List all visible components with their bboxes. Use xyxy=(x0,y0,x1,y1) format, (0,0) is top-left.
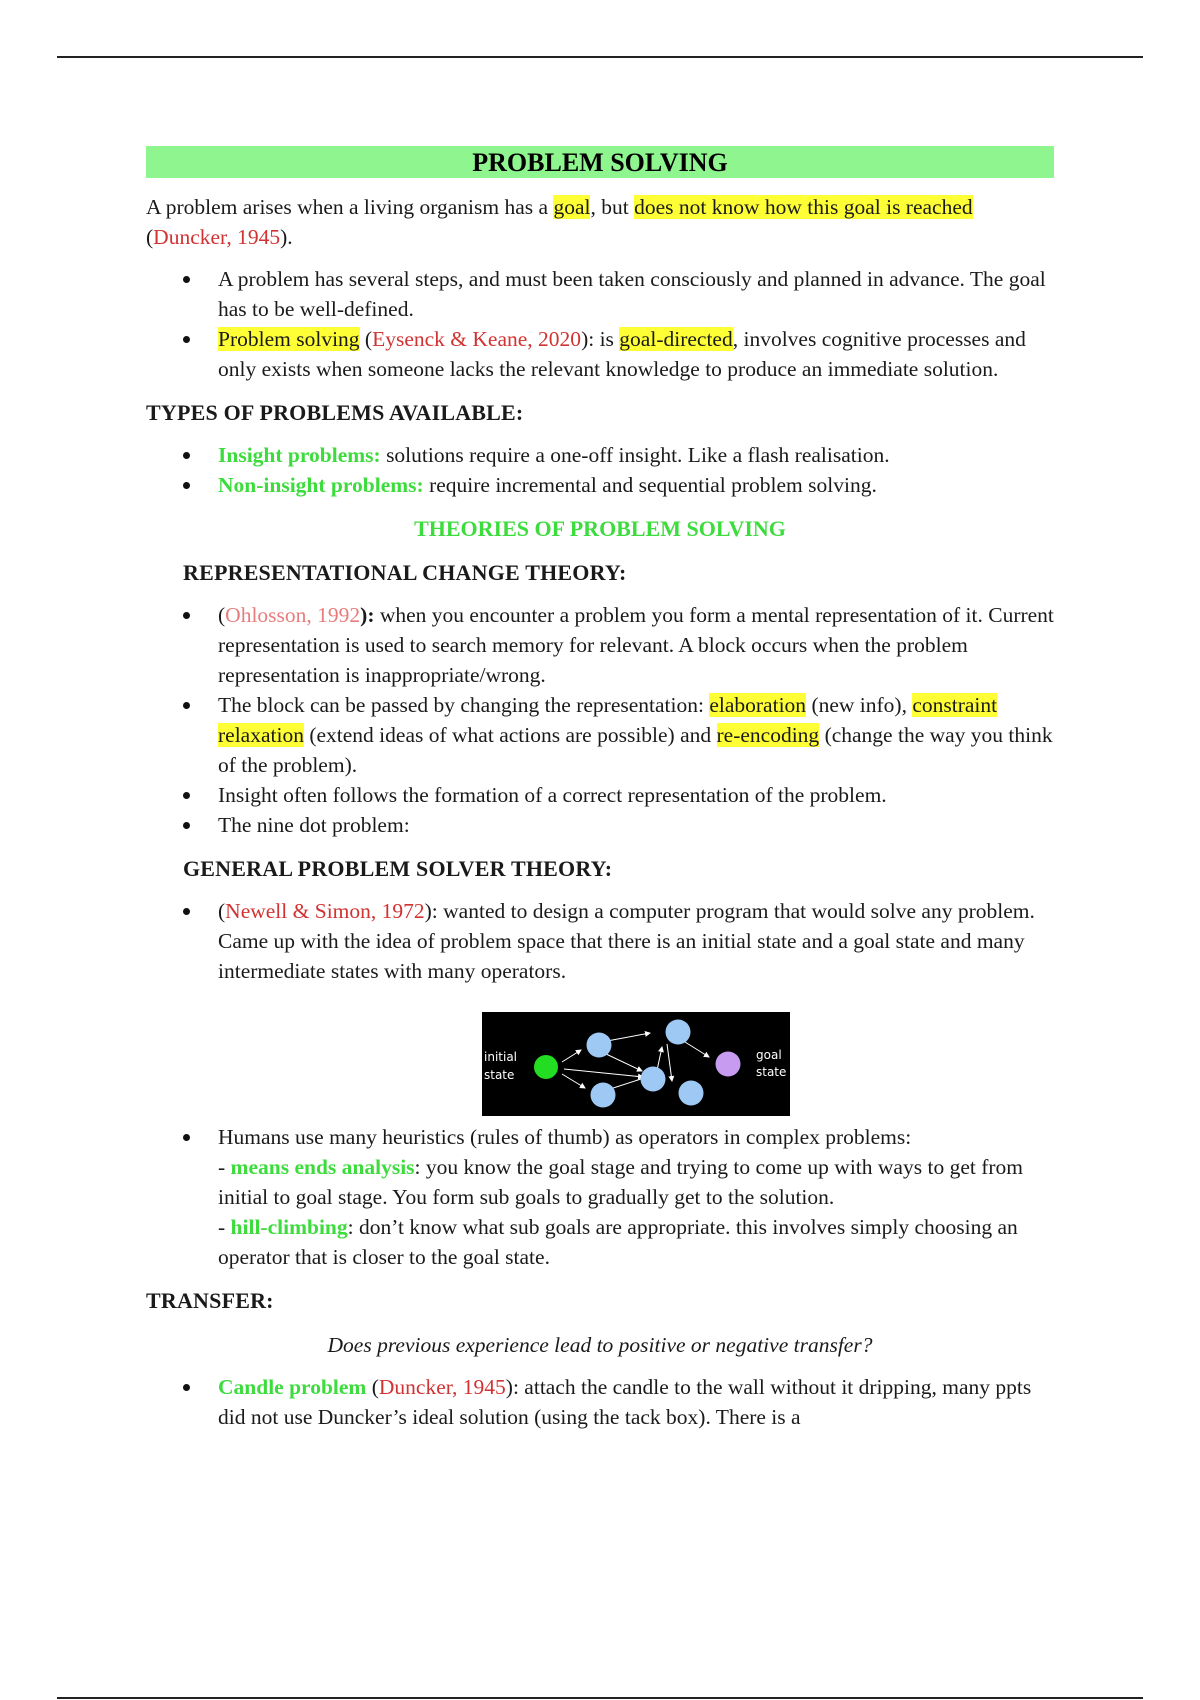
bullet-text: The nine dot problem: xyxy=(218,813,410,837)
bullet-text: Insight often follows the formation of a correct representation of the problem. xyxy=(218,783,887,807)
bullet-text: require incremental and sequential problem solving. xyxy=(423,473,877,497)
highlight-goal: goal xyxy=(553,195,591,219)
bullet-text: The block can be passed by changing the representation: xyxy=(218,693,710,717)
diagram-edge xyxy=(607,1033,650,1041)
diagram-edge xyxy=(604,1053,642,1071)
bullet-text: Humans use many heuristics (rules of thumb) as operators in complex problems: xyxy=(218,1125,912,1149)
top-rule xyxy=(57,56,1143,58)
heuristics-list xyxy=(146,1122,1054,1272)
theories-heading: THEORIES OF PROBLEM SOLVING xyxy=(414,516,786,541)
list-item xyxy=(146,810,1054,840)
initial-state-label: state xyxy=(484,1068,515,1082)
bullet-text: ( xyxy=(366,1375,379,1399)
goal-state-label: state xyxy=(756,1065,787,1079)
bullet-text: A problem has several steps, and must been taken consciously and planned in advance. The goal has to be well-defined. xyxy=(218,267,1046,321)
citation: Duncker, 1945 xyxy=(378,1375,506,1399)
highlight-not-know: does not know how this goal is reached xyxy=(634,195,973,219)
types-heading: TYPES OF PROBLEMS AVAILABLE: xyxy=(146,400,524,425)
list-item xyxy=(146,470,1054,500)
citation: Newell & Simon, 1972 xyxy=(225,899,425,923)
intermediate-state-node xyxy=(679,1081,704,1106)
intro-bullet-list xyxy=(146,264,1054,384)
bullet-text: ): attach the candle to the wall without it dripping, many ppts did not use Duncker’s ideal solution (using the tack box). There is a xyxy=(218,1375,1032,1429)
goal-state-node xyxy=(716,1052,741,1077)
highlight-re-encoding: re-encoding xyxy=(716,723,820,747)
page-title xyxy=(146,146,1054,178)
intro-paragraph xyxy=(146,192,1054,252)
paren: ( xyxy=(218,603,226,627)
dash: - xyxy=(218,1155,231,1179)
goal-state-label: goal xyxy=(756,1048,782,1062)
list-item xyxy=(146,440,1054,470)
intermediate-state-node xyxy=(666,1020,691,1045)
list-item xyxy=(146,690,1054,780)
highlight-elaboration: elaboration xyxy=(709,693,807,717)
diagram-edge xyxy=(562,1050,581,1062)
term-label: Insight problems: xyxy=(218,443,381,467)
list-item xyxy=(146,1372,1054,1432)
intro-text: ( xyxy=(146,225,154,249)
list-item xyxy=(146,264,1054,324)
highlight-constraint: constraint xyxy=(912,693,998,717)
list-item xyxy=(146,1122,1054,1272)
bullet-text: (extend ideas of what actions are possible) and xyxy=(303,723,717,747)
intermediate-state-node xyxy=(587,1033,612,1058)
problem-space-diagram xyxy=(482,1012,790,1116)
title-text: PROBLEM SOLVING xyxy=(472,148,728,177)
bottom-rule xyxy=(57,1697,1143,1699)
diagram-edge xyxy=(564,1069,643,1077)
highlight-problem-solving: Problem solving xyxy=(218,327,360,351)
intro-text: , but xyxy=(590,195,635,219)
list-item xyxy=(146,600,1054,690)
bullet-text: : don’t know what sub goals are appropriate. this involves simply choosing an operator that is closer to the goal state. xyxy=(218,1215,1018,1269)
list-item xyxy=(146,780,1054,810)
citation: Ohlosson, 1992 xyxy=(225,603,361,627)
term-candle-problem: Candle problem xyxy=(218,1375,367,1399)
bullet-text: (new info), xyxy=(806,693,913,717)
bullet-text: when you encounter a problem you form a mental representation of it. Current representation is used to search memory for relevant. A block occurs when the problem representation is inappropriate/wrong. xyxy=(218,603,1054,687)
bullet-text: ): wanted to design a computer program that would solve any problem. Came up with the idea of problem space that there is an initial state and a goal state and many intermediate states with many operators. xyxy=(218,899,1035,983)
problem-space-figure xyxy=(146,1012,1054,1116)
rct-heading: REPRESENTATIONAL CHANGE THEORY: xyxy=(183,560,627,585)
paren: ): xyxy=(360,603,375,627)
diagram-edge xyxy=(667,1044,672,1081)
list-item xyxy=(146,324,1054,384)
transfer-question: Does previous experience lead to positive or negative transfer? xyxy=(327,1333,873,1357)
bullet-text: ): is xyxy=(581,327,620,351)
transfer-heading: TRANSFER: xyxy=(146,1288,274,1313)
term-label: Non-insight problems: xyxy=(218,473,424,497)
term-means-ends-analysis: means ends analysis xyxy=(230,1155,415,1179)
highlight-goal-directed: goal-directed xyxy=(619,327,733,351)
bullet-text: solutions require a one-off insight. Like a flash realisation. xyxy=(380,443,890,467)
intro-text: ). xyxy=(280,225,293,249)
list-item xyxy=(146,896,1054,986)
types-list xyxy=(146,440,1054,500)
bullet-text: : you know the goal stage and trying to come up with ways to get from initial to goal stage. You form sub goals to gradually get to the solution. xyxy=(218,1155,1024,1209)
bullet-text: , involves cognitive processes and only exists when someone lacks the relevant knowledge to produce an immediate solution. xyxy=(218,327,1026,381)
citation: Eysenck & Keane, 2020 xyxy=(372,327,582,351)
bullet-text: (change the way you think of the problem). xyxy=(218,723,1053,777)
citation: Duncker, 1945 xyxy=(153,225,281,249)
intermediate-state-node xyxy=(641,1067,666,1092)
paren: ( xyxy=(218,899,226,923)
highlight-relaxation: relaxation xyxy=(218,723,304,747)
rct-list xyxy=(146,600,1054,840)
bullet-text: ( xyxy=(359,327,373,351)
intermediate-state-node xyxy=(591,1083,616,1108)
transfer-list xyxy=(146,1372,1054,1432)
term-hill-climbing: hill-climbing xyxy=(230,1215,348,1239)
diagram-edge xyxy=(562,1074,585,1088)
document-body xyxy=(146,146,1054,1432)
initial-state-label: initial xyxy=(484,1050,517,1064)
gps-heading: GENERAL PROBLEM SOLVER THEORY: xyxy=(183,856,613,881)
gps-list xyxy=(146,896,1054,986)
initial-state-node xyxy=(534,1055,558,1079)
intro-text: A problem arises when a living organism has a xyxy=(146,195,554,219)
dash: - xyxy=(218,1215,231,1239)
